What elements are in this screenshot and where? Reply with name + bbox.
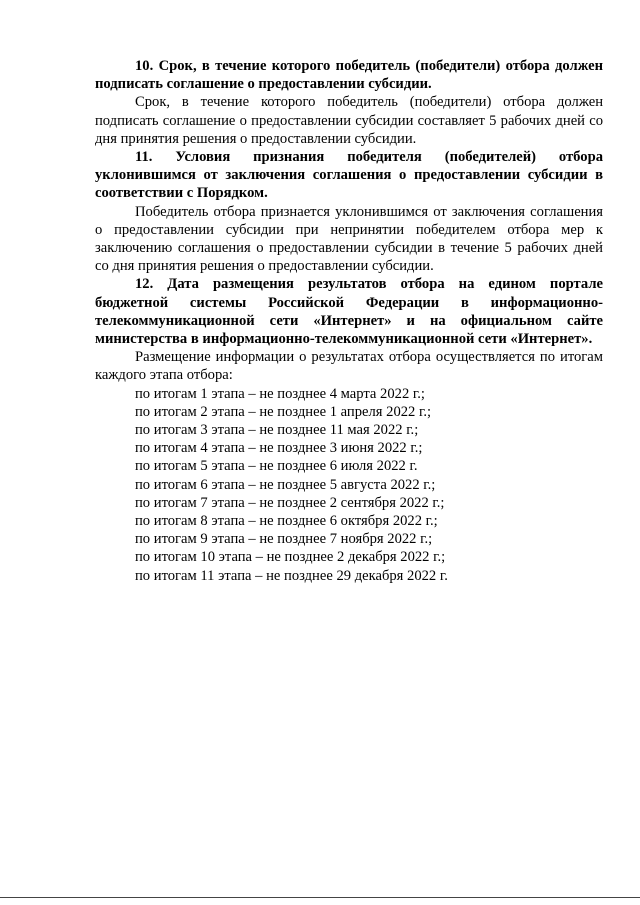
- section-12-text: Размещение информации о результатах отбора осуществляется по итогам каждого этапа отбора:: [95, 349, 603, 384]
- stage-item: по итогам 9 этапа – не позднее 7 ноября 2022 г.;: [135, 531, 433, 548]
- stage-list: [95, 385, 603, 585]
- stage-item: по итогам 5 этапа – не позднее 6 июля 2022 г.: [135, 458, 418, 475]
- section-10-heading: 10. Срок, в течение которого победитель (победители) отбора должен подписать соглашение о предоставлении субсидии.: [95, 58, 603, 93]
- document-body: [95, 57, 603, 585]
- stage-item: по итогам 2 этапа – не позднее 1 апреля 2022 г.;: [135, 403, 432, 420]
- stage-item: по итогам 10 этапа – не позднее 2 декабря 2022 г.;: [135, 549, 446, 566]
- stage-item: по итогам 11 этапа – не позднее 29 декабря 2022 г.: [135, 567, 448, 584]
- stage-item: по итогам 7 этапа – не позднее 2 сентября 2022 г.;: [135, 494, 445, 511]
- stage-item: по итогам 4 этапа – не позднее 3 июня 2022 г.;: [135, 440, 423, 457]
- stage-item: по итогам 8 этапа – не позднее 6 октября 2022 г.;: [135, 513, 438, 530]
- stage-item: по итогам 3 этапа – не позднее 11 мая 2022 г.;: [135, 422, 419, 439]
- section-11-text: Победитель отбора признается уклонившимся от заключения соглашения о предоставлении субсидии при непринятии победителем отбора мер к заключению соглашения о предоставлении субсидии в течение 5 рабочих дней со дня принятия решения о предоставлении субсидии.: [95, 203, 603, 275]
- stage-item: по итогам 6 этапа – не позднее 5 августа 2022 г.;: [135, 476, 436, 493]
- section-10-text: Срок, в течение которого победитель (победители) отбора должен подписать соглашение о предоставлении субсидии составляет 5 рабочих дней со дня принятия решения о предоставлении субсидии.: [95, 94, 603, 147]
- bottom-divider: [0, 897, 640, 898]
- section-11-heading: 11. Условия признания победителя (победителей) отбора уклонившимся от заключения соглашения о предоставлении субсидии в соответствии с Порядком.: [95, 149, 603, 202]
- stage-item: по итогам 1 этапа – не позднее 4 марта 2022 г.;: [135, 385, 425, 402]
- section-12-heading: 12. Дата размещения результатов отбора на едином портале бюджетной системы Российской Федерации в информационно-телекоммуникационной сети «Интернет» и на официальном сайте министерства в информационно-телекоммуникационной сети «Интернет».: [95, 276, 603, 348]
